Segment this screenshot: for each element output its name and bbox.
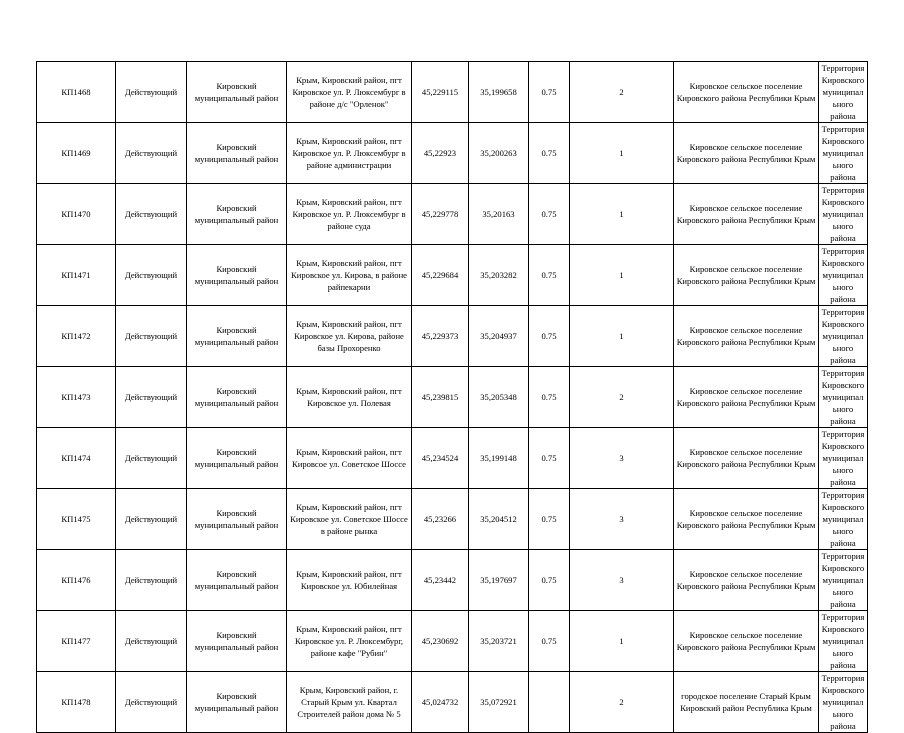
- longitude-cell: 35,199148: [469, 428, 529, 489]
- latitude-cell: 45,239815: [412, 367, 469, 428]
- site-id-cell: КП1475: [37, 489, 116, 550]
- container-volume-cell: 0.75: [529, 428, 570, 489]
- settlement-cell: Кировское сельское поселение Кировского района Республики Крым: [674, 123, 819, 184]
- address-cell: Крым, Кировский район, пгт Кировское ул. Р. Люксембург в районе администрации: [287, 123, 412, 184]
- owner-cell: Кировский муниципальный район: [187, 123, 287, 184]
- latitude-cell: 45,229115: [412, 62, 469, 123]
- container-volume-cell: 0.75: [529, 367, 570, 428]
- territory-cell: Территория Кировского муниципального района: [819, 123, 868, 184]
- address-cell: Крым, Кировский район, пгт Кировское ул. Юбилейная: [287, 550, 412, 611]
- longitude-cell: 35,205348: [469, 367, 529, 428]
- longitude-cell: 35,072921: [469, 672, 529, 733]
- site-id-cell: КП1471: [37, 245, 116, 306]
- settlement-cell: городское поселение Старый Крым Кировский район Республика Крым: [674, 672, 819, 733]
- table-row: [37, 306, 868, 367]
- container-volume-cell: 0.75: [529, 184, 570, 245]
- territory-cell: Территория Кировского муниципального района: [819, 672, 868, 733]
- territory-cell: Территория Кировского муниципального района: [819, 184, 868, 245]
- container-count-cell: 2: [570, 62, 674, 123]
- site-id-cell: КП1468: [37, 62, 116, 123]
- address-cell: Крым, Кировский район, пгт Кировское ул. Полевая: [287, 367, 412, 428]
- table-row: [37, 489, 868, 550]
- table-row: [37, 611, 868, 672]
- owner-cell: Кировский муниципальный район: [187, 489, 287, 550]
- container-count-cell: 1: [570, 184, 674, 245]
- territory-cell: Территория Кировского муниципального района: [819, 489, 868, 550]
- longitude-cell: 35,204512: [469, 489, 529, 550]
- container-volume-cell: 0.75: [529, 611, 570, 672]
- owner-cell: Кировский муниципальный район: [187, 672, 287, 733]
- settlement-cell: Кировское сельское поселение Кировского района Республики Крым: [674, 367, 819, 428]
- table-row: [37, 428, 868, 489]
- settlement-cell: Кировское сельское поселение Кировского района Республики Крым: [674, 611, 819, 672]
- longitude-cell: 35,204937: [469, 306, 529, 367]
- settlement-cell: Кировское сельское поселение Кировского района Республики Крым: [674, 245, 819, 306]
- address-cell: Крым, Кировский район, пгт Кировское ул. Кирова, в районе райпекарни: [287, 245, 412, 306]
- site-id-cell: КП1472: [37, 306, 116, 367]
- owner-cell: Кировский муниципальный район: [187, 245, 287, 306]
- latitude-cell: 45,229373: [412, 306, 469, 367]
- container-volume-cell: 0.75: [529, 550, 570, 611]
- status-cell: Действующий: [116, 367, 187, 428]
- site-id-cell: КП1469: [37, 123, 116, 184]
- status-cell: Действующий: [116, 123, 187, 184]
- status-cell: Действующий: [116, 611, 187, 672]
- settlement-cell: Кировское сельское поселение Кировского района Республики Крым: [674, 306, 819, 367]
- status-cell: Действующий: [116, 428, 187, 489]
- longitude-cell: 35,20163: [469, 184, 529, 245]
- site-id-cell: КП1477: [37, 611, 116, 672]
- address-cell: Крым, Кировский район, пгт Кировское ул. Р. Люксембург в районе суда: [287, 184, 412, 245]
- container-count-cell: 1: [570, 611, 674, 672]
- table-row: [37, 62, 868, 123]
- container-count-cell: 1: [570, 123, 674, 184]
- table-row: [37, 550, 868, 611]
- owner-cell: Кировский муниципальный район: [187, 550, 287, 611]
- container-count-cell: 3: [570, 428, 674, 489]
- longitude-cell: 35,197697: [469, 550, 529, 611]
- address-cell: Крым, Кировский район, пгт Кировское ул. Р. Люксембург, районе кафе "Рубин": [287, 611, 412, 672]
- address-cell: Крым, Кировский район, пгт Кировское ул. Советское Шоссе в районе рынка: [287, 489, 412, 550]
- territory-cell: Территория Кировского муниципального района: [819, 245, 868, 306]
- table-row: [37, 367, 868, 428]
- status-cell: Действующий: [116, 550, 187, 611]
- registry-table-body: [37, 62, 868, 733]
- site-id-cell: КП1474: [37, 428, 116, 489]
- status-cell: Действующий: [116, 489, 187, 550]
- table-row: [37, 123, 868, 184]
- longitude-cell: 35,203721: [469, 611, 529, 672]
- owner-cell: Кировский муниципальный район: [187, 306, 287, 367]
- table-row: [37, 672, 868, 733]
- address-cell: Крым, Кировский район, пгт Кировское ул. Р. Люксембург в районе д/с "Орленок": [287, 62, 412, 123]
- registry-table: [36, 61, 868, 733]
- latitude-cell: 45,229778: [412, 184, 469, 245]
- address-cell: Крым, Кировский район, пгт Кировсое ул. Советское Шоссе: [287, 428, 412, 489]
- territory-cell: Территория Кировского муниципального района: [819, 428, 868, 489]
- status-cell: Действующий: [116, 184, 187, 245]
- container-count-cell: 1: [570, 306, 674, 367]
- container-count-cell: 2: [570, 367, 674, 428]
- container-volume-cell: 0.75: [529, 245, 570, 306]
- settlement-cell: Кировское сельское поселение Кировского района Республики Крым: [674, 62, 819, 123]
- container-count-cell: 1: [570, 245, 674, 306]
- latitude-cell: 45,230692: [412, 611, 469, 672]
- latitude-cell: 45,23266: [412, 489, 469, 550]
- status-cell: Действующий: [116, 672, 187, 733]
- owner-cell: Кировский муниципальный район: [187, 428, 287, 489]
- status-cell: Действующий: [116, 306, 187, 367]
- owner-cell: Кировский муниципальный район: [187, 611, 287, 672]
- latitude-cell: 45,234524: [412, 428, 469, 489]
- latitude-cell: 45,22923: [412, 123, 469, 184]
- container-count-cell: 2: [570, 672, 674, 733]
- settlement-cell: Кировское сельское поселение Кировского района Республики Крым: [674, 489, 819, 550]
- container-volume-cell: 0.75: [529, 306, 570, 367]
- container-volume-cell: 0.75: [529, 123, 570, 184]
- settlement-cell: Кировское сельское поселение Кировского района Республики Крым: [674, 184, 819, 245]
- address-cell: Крым, Кировский район, пгт Кировское ул. Кирова, районе базы Прохоренко: [287, 306, 412, 367]
- territory-cell: Территория Кировского муниципального района: [819, 62, 868, 123]
- territory-cell: Территория Кировского муниципального района: [819, 550, 868, 611]
- table-row: [37, 245, 868, 306]
- site-id-cell: КП1476: [37, 550, 116, 611]
- site-id-cell: КП1478: [37, 672, 116, 733]
- settlement-cell: Кировское сельское поселение Кировского района Республики Крым: [674, 428, 819, 489]
- territory-cell: Территория Кировского муниципального района: [819, 611, 868, 672]
- latitude-cell: 45,024732: [412, 672, 469, 733]
- longitude-cell: 35,203282: [469, 245, 529, 306]
- status-cell: Действующий: [116, 245, 187, 306]
- container-count-cell: 3: [570, 489, 674, 550]
- territory-cell: Территория Кировского муниципального района: [819, 367, 868, 428]
- longitude-cell: 35,199658: [469, 62, 529, 123]
- address-cell: Крым, Кировский район, г. Старый Крым ул. Квартал Строителей район дома № 5: [287, 672, 412, 733]
- latitude-cell: 45,23442: [412, 550, 469, 611]
- owner-cell: Кировский муниципальный район: [187, 62, 287, 123]
- status-cell: Действующий: [116, 62, 187, 123]
- settlement-cell: Кировское сельское поселение Кировского района Республики Крым: [674, 550, 819, 611]
- site-id-cell: КП1473: [37, 367, 116, 428]
- owner-cell: Кировский муниципальный район: [187, 367, 287, 428]
- owner-cell: Кировский муниципальный район: [187, 184, 287, 245]
- latitude-cell: 45,229684: [412, 245, 469, 306]
- container-volume-cell: [529, 672, 570, 733]
- site-id-cell: КП1470: [37, 184, 116, 245]
- container-volume-cell: 0.75: [529, 62, 570, 123]
- longitude-cell: 35,200263: [469, 123, 529, 184]
- container-volume-cell: 0.75: [529, 489, 570, 550]
- territory-cell: Территория Кировского муниципального района: [819, 306, 868, 367]
- container-count-cell: 3: [570, 550, 674, 611]
- table-row: [37, 184, 868, 245]
